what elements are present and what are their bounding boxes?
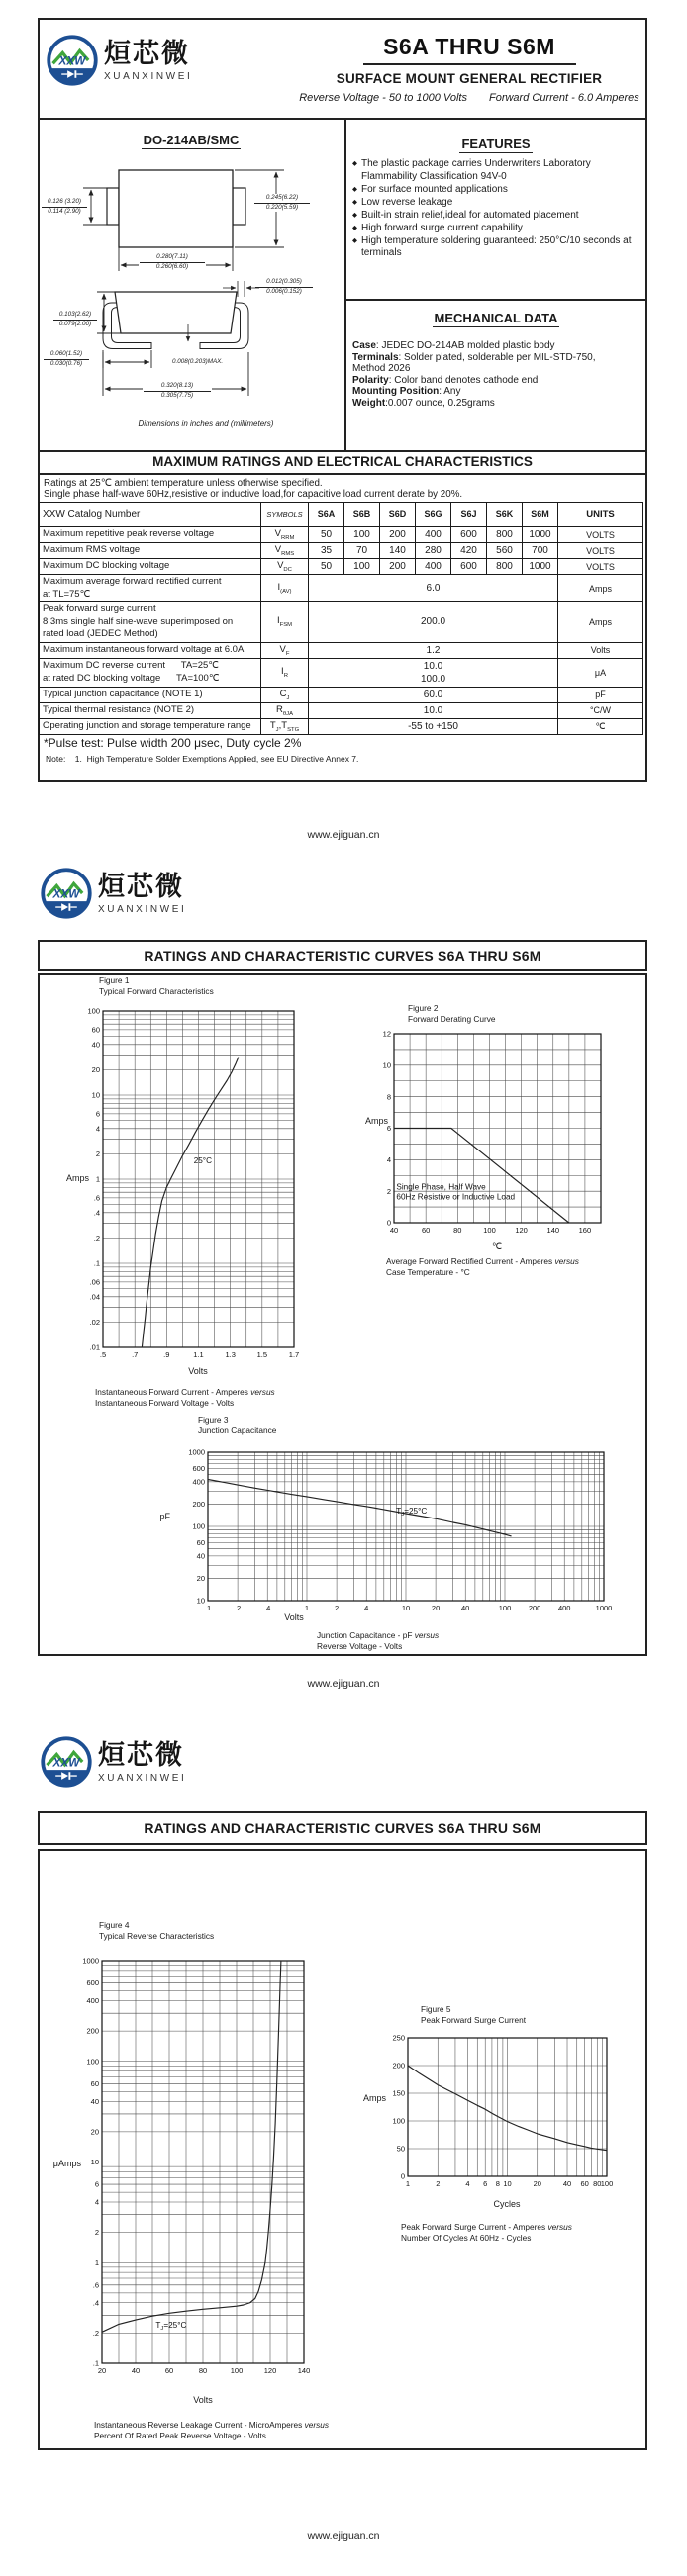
svg-text:600: 600: [192, 1464, 205, 1474]
table-cell: 70: [344, 543, 380, 559]
column-divider: [344, 118, 346, 450]
svg-text:.9: .9: [163, 1350, 170, 1359]
figure4-x-axis-label: Volts: [193, 2395, 213, 2405]
part-number-title: S6A THRU S6M: [383, 34, 555, 59]
svg-text:4: 4: [386, 1154, 391, 1164]
dim-tab-height: 0.126 (3.20) 0.114 (2.90): [42, 198, 87, 216]
svg-text:40: 40: [131, 2366, 141, 2375]
subtitle: SURFACE MOUNT GENERAL RECTIFIER: [336, 71, 603, 86]
table-cell: Amps: [558, 602, 643, 643]
mechanical-line: Weight:0.007 ounce, 0.25grams: [352, 397, 495, 409]
dim-foot-length: 0.060(1.52) 0.030(0.76): [44, 350, 89, 368]
feature-item: ◆ The plastic package carries Underwriters Laboratory Flammability Classification 94V-0: [352, 158, 591, 182]
figure4-caption: Instantaneous Reverse Leakage Current - MicroAmperes versus Percent Of Rated Peak Reverse Voltage - Volts: [94, 2420, 330, 2440]
feature-item: ◆ Built-in strain relief,ideal for automated placement: [352, 209, 579, 221]
table-cell: μA: [558, 658, 643, 687]
column-header: S6J: [451, 503, 487, 527]
company-logo: [46, 34, 192, 87]
svg-text:0: 0: [400, 2171, 405, 2181]
figure2-title: Figure 2 Forward Derating Curve: [408, 1003, 496, 1024]
svg-text:10: 10: [91, 1090, 100, 1100]
column-header: XXW Catalog Number: [40, 503, 261, 527]
company-logo: [40, 1735, 186, 1789]
svg-text:100: 100: [498, 1604, 512, 1612]
table-cell: $C_J$: [261, 687, 309, 702]
svg-text:140: 140: [297, 2366, 311, 2375]
table-cell: $I_R$: [261, 658, 309, 687]
figure3-title: Figure 3 Junction Capacitance: [198, 1415, 277, 1435]
svg-text:250: 250: [392, 2033, 405, 2043]
logo-mark-icon: [46, 34, 99, 87]
table-cell: 6.0: [309, 575, 558, 602]
table-cell: $V_{DC}$: [261, 559, 309, 575]
table-cell: $I_{(AV)}$: [261, 575, 309, 602]
mechanical-line: Polarity: Color band denotes cathode end: [352, 374, 539, 386]
ratings-band-top: [38, 450, 647, 452]
svg-text:40: 40: [196, 1551, 205, 1561]
features-mechanical-divider: [346, 299, 647, 301]
logo-monogram: XXW: [58, 53, 86, 68]
table-cell: VOLTS: [558, 543, 643, 559]
svg-text:80: 80: [198, 2366, 208, 2375]
ratings-condition-1: Ratings at 25℃ ambient temperature unless otherwise specified.: [44, 478, 323, 489]
svg-text:40: 40: [90, 2096, 99, 2106]
figure1-chart: [65, 1003, 303, 1365]
svg-text:.02: .02: [89, 1318, 100, 1327]
svg-text:200: 200: [192, 1500, 205, 1509]
features-list: [352, 158, 639, 260]
table-cell: pF: [558, 687, 643, 702]
svg-text:400: 400: [557, 1604, 571, 1612]
company-name-cn: 烜芯微: [104, 39, 190, 68]
table-cell: Maximum DC reverse current TA=25℃ at rated DC blocking voltage TA=100℃: [40, 658, 261, 687]
logo-mark-icon: [40, 867, 93, 920]
figure4-y-axis-label: μAmps: [52, 2159, 81, 2168]
table-cell: Amps: [558, 575, 643, 602]
figure1-title: Figure 1 Typical Forward Characteristics: [99, 975, 214, 996]
svg-text:60: 60: [91, 1025, 100, 1035]
svg-text:.5: .5: [99, 1350, 107, 1359]
tagline-forward-current: Forward Current - 6.0 Amperes: [488, 92, 639, 104]
svg-text:TJ=25°C: $T_J=25^\circ C$: [155, 2321, 187, 2333]
svg-text:10: 10: [503, 2179, 512, 2188]
figure2-x-axis-label: ℃: [491, 1242, 503, 1251]
figure1-y-axis-label: Amps: [65, 1173, 89, 1183]
svg-text:200: 200: [86, 2026, 99, 2036]
svg-text:4: 4: [95, 1124, 100, 1134]
logo-mark-icon: [40, 1735, 93, 1789]
figure5-x-axis-label: Cycles: [493, 2199, 521, 2209]
table-cell: 800: [487, 559, 523, 575]
table-cell: Maximum average forward rectified current at TL=75℃: [40, 575, 261, 602]
svg-text:8: 8: [495, 2179, 500, 2188]
figure3-y-axis-label: pF: [159, 1512, 170, 1521]
svg-text:6: 6: [94, 2179, 99, 2189]
tagline: [297, 92, 641, 104]
svg-text:.2: .2: [234, 1604, 242, 1612]
mechanical-line: Case: JEDEC DO-214AB molded plastic body: [352, 340, 555, 351]
svg-text:1: 1: [304, 1604, 310, 1612]
table-cell: 420: [451, 543, 487, 559]
table-cell: VOLTS: [558, 559, 643, 575]
feature-item: ◆ Low reverse leakage: [352, 196, 453, 208]
svg-text:2: 2: [386, 1186, 391, 1196]
svg-text:40: 40: [389, 1226, 399, 1235]
svg-text:.4: .4: [93, 1208, 100, 1218]
svg-text:200: 200: [392, 2061, 405, 2070]
table-cell: Maximum instantaneous forward voltage at 6.0A: [40, 642, 261, 658]
dim-side-height: 0.103(2.62) 0.079(2.00): [53, 311, 97, 328]
company-name-en: XUANXINWEI: [104, 71, 193, 82]
company-name-cn: 烜芯微: [98, 872, 184, 901]
header-divider: [38, 118, 647, 120]
company-name-en: XUANXINWEI: [98, 904, 187, 915]
svg-text:1000: 1000: [82, 1956, 99, 1966]
svg-text:100: 100: [600, 2179, 614, 2188]
table-cell: Operating junction and storage temperature range: [40, 718, 261, 734]
tagline-reverse-voltage: Reverse Voltage - 50 to 1000 Volts: [299, 92, 467, 104]
table-row: [40, 602, 643, 643]
figure2-caption: Average Forward Rectified Current - Amperes versus Case Temperature - °C: [386, 1256, 579, 1277]
svg-text:.2: .2: [92, 2329, 99, 2338]
svg-text:40: 40: [562, 2179, 572, 2188]
table-cell: $V_F$: [261, 642, 309, 658]
svg-text:20: 20: [533, 2179, 541, 2188]
table-cell: Peak forward surge current 8.3ms single half sine-wave superimposed on rated load (JEDEC Method): [40, 602, 261, 643]
svg-text:80: 80: [593, 2179, 602, 2188]
ratings-condition-2: Single phase half-wave 60Hz,resistive or inductive load,for capacitive load current derate by 20%.: [44, 489, 463, 500]
svg-text:1: 1: [405, 2179, 411, 2188]
svg-text:25°C: 25°C: [193, 1155, 212, 1165]
logo-monogram: XXW: [52, 1755, 80, 1770]
svg-text:100: 100: [230, 2366, 244, 2375]
table-cell: $V_{RMS}$: [261, 543, 309, 559]
mechanical-line: Method 2026: [352, 363, 411, 375]
svg-text:1000: 1000: [188, 1447, 205, 1457]
table-cell: Typical thermal resistance (NOTE 2): [40, 702, 261, 718]
table-cell: $V_{RRM}$: [261, 527, 309, 543]
ratings-band-bottom: [38, 473, 647, 475]
svg-text:.6: .6: [92, 2280, 99, 2290]
table-cell: 800: [487, 527, 523, 543]
table-cell: Maximum RMS voltage: [40, 543, 261, 559]
svg-text:6: 6: [386, 1124, 391, 1134]
svg-text:100: 100: [86, 2057, 99, 2067]
svg-text:TJ=25°C: $T_J=25^\circ C$: [396, 1506, 428, 1518]
svg-text:.1: .1: [93, 1258, 100, 1268]
table-cell: 35: [309, 543, 344, 559]
svg-text:.6: .6: [93, 1193, 100, 1203]
svg-text:60: 60: [164, 2366, 174, 2375]
title-underline: [363, 63, 576, 65]
figure2-chart: [364, 1026, 612, 1241]
svg-text:12: 12: [382, 1029, 391, 1039]
figure2-y-axis-label: Amps: [364, 1116, 388, 1126]
svg-text:.06: .06: [89, 1277, 100, 1287]
feature-item: ◆ High forward surge current capability: [352, 222, 523, 233]
figure4-chart: [66, 1953, 314, 2382]
table-cell: 200.0: [309, 602, 558, 643]
table-cell: 60.0: [309, 687, 558, 702]
dim-standoff: 0.008(0.203)MAX.: [172, 358, 224, 365]
feature-item: ◆ High temperature soldering guaranteed: 250°C/10 seconds at terminals: [352, 234, 632, 258]
table-cell: VOLTS: [558, 527, 643, 543]
dim-body-width: 0.280(7.11) 0.260(6.60): [139, 253, 206, 271]
table-cell: ℃: [558, 718, 643, 734]
svg-text:.2: .2: [93, 1234, 100, 1242]
column-header: S6K: [487, 503, 523, 527]
svg-text:.04: .04: [89, 1292, 100, 1302]
table-cell: 200: [380, 527, 416, 543]
svg-text:.1: .1: [92, 2358, 99, 2368]
feature-item: ◆ For surface mounted applications: [352, 183, 508, 195]
table-cell: 400: [416, 527, 451, 543]
table-cell: 700: [523, 543, 558, 559]
logo-monogram: XXW: [52, 886, 80, 901]
svg-text:20: 20: [91, 1065, 100, 1074]
figure5-y-axis-label: Amps: [362, 2093, 386, 2103]
svg-text:60: 60: [422, 1226, 431, 1235]
figure4-title: Figure 4 Typical Reverse Characteristics: [99, 1920, 215, 1941]
table-row: [40, 718, 643, 734]
column-header: SYMBOLS: [261, 503, 309, 527]
svg-text:10: 10: [382, 1060, 391, 1070]
table-row: [40, 642, 643, 658]
svg-text:400: 400: [192, 1477, 205, 1487]
svg-text:6: 6: [483, 2179, 488, 2188]
footer-url: www.ejiguan.cn: [307, 2530, 380, 2542]
svg-text:.4: .4: [92, 2298, 99, 2308]
svg-text:100: 100: [392, 2116, 405, 2126]
pulse-test-note: *Pulse test: Pulse width 200 μsec, Duty cycle 2%: [44, 736, 302, 750]
svg-text:4: 4: [364, 1604, 369, 1612]
svg-text:120: 120: [263, 2366, 277, 2375]
table-cell: $R_{\theta JA}$: [261, 702, 309, 718]
table-cell: 600: [451, 559, 487, 575]
table-cell: Maximum DC blocking voltage: [40, 559, 261, 575]
page2-section-header: RATINGS AND CHARACTERISTIC CURVES S6A THRU S6M: [38, 940, 647, 971]
svg-text:120: 120: [515, 1226, 528, 1235]
table-cell: 100: [344, 527, 380, 543]
svg-text:1.1: 1.1: [193, 1350, 204, 1359]
table-cell: 140: [380, 543, 416, 559]
table-cell: $I_{FSM}$: [261, 602, 309, 643]
svg-text:4: 4: [94, 2197, 99, 2207]
footer-url: www.ejiguan.cn: [307, 829, 380, 841]
svg-text:.4: .4: [264, 1604, 271, 1612]
svg-text:60: 60: [196, 1538, 205, 1548]
table-row: [40, 658, 643, 687]
features-title: FEATURES: [461, 137, 531, 151]
svg-text:80: 80: [453, 1226, 462, 1235]
package-name: DO-214AB/SMC: [143, 133, 240, 147]
table-row: [40, 702, 643, 718]
figure3-caption: Junction Capacitance - pF versus Reverse Voltage - Volts: [317, 1630, 440, 1651]
table-cell: 1000: [523, 527, 558, 543]
svg-text:8: 8: [386, 1092, 391, 1102]
svg-text:10: 10: [90, 2158, 99, 2167]
company-logo: [40, 867, 186, 920]
title-block: [297, 34, 641, 104]
svg-text:20: 20: [196, 1574, 205, 1583]
svg-text:600: 600: [86, 1978, 99, 1988]
column-header: S6M: [523, 503, 558, 527]
table-cell: -55 to +150: [309, 718, 558, 734]
table-cell: 100: [344, 559, 380, 575]
table-cell: 400: [416, 559, 451, 575]
figure3-chart: [174, 1444, 616, 1619]
company-name-en: XUANXINWEI: [98, 1773, 187, 1784]
mechanical-data: [352, 340, 641, 410]
table-row: [40, 687, 643, 702]
table-row: [40, 575, 643, 602]
table-row: [40, 527, 643, 543]
footnote: Note: 1. High Temperature Solder Exemptions Applied, see EU Directive Annex 7.: [46, 754, 359, 764]
svg-text:200: 200: [528, 1604, 541, 1612]
dim-lead-thickness: 0.012(0.305) 0.006(0.152): [255, 278, 313, 296]
svg-text:40: 40: [461, 1604, 470, 1612]
svg-text:.1: .1: [204, 1604, 212, 1612]
table-cell: 50: [309, 559, 344, 575]
table-cell: 1.2: [309, 642, 558, 658]
svg-text:20: 20: [90, 2127, 99, 2137]
svg-text:20: 20: [97, 2366, 107, 2375]
figure5-title: Figure 5 Peak Forward Surge Current: [421, 2004, 527, 2025]
svg-text:140: 140: [546, 1226, 560, 1235]
svg-text:100: 100: [192, 1521, 205, 1531]
column-header: S6B: [344, 503, 380, 527]
figure5-caption: Peak Forward Surge Current - Amperes versus Number Of Cycles At 60Hz - Cycles: [401, 2222, 572, 2243]
svg-text:40: 40: [91, 1040, 100, 1050]
svg-text:1: 1: [94, 2257, 99, 2267]
ratings-title: MAXIMUM RATINGS AND ELECTRICAL CHARACTERISTICS: [152, 454, 533, 469]
svg-text:20: 20: [431, 1604, 441, 1612]
svg-text:1: 1: [95, 1174, 100, 1184]
svg-text:100: 100: [87, 1006, 100, 1016]
mechanical-line: Mounting Position: Any: [352, 386, 461, 398]
mechanical-title: MECHANICAL DATA: [434, 311, 558, 325]
column-header: S6A: [309, 503, 344, 527]
table-header-row: [40, 503, 643, 527]
column-header: UNITS: [558, 503, 643, 527]
figure5-chart: [376, 2030, 620, 2195]
table-cell: Typical junction capacitance (NOTE 1): [40, 687, 261, 702]
figure1-x-axis-label: Volts: [188, 1366, 208, 1376]
company-name-cn: 烜芯微: [98, 1740, 184, 1770]
svg-text:10: 10: [196, 1596, 205, 1606]
svg-text:Single Phase, Half Wave: Single Phase, Half Wave: [396, 1182, 486, 1192]
svg-text:1.3: 1.3: [225, 1350, 236, 1359]
svg-text:1000: 1000: [595, 1604, 613, 1612]
ratings-table: [39, 502, 643, 735]
svg-text:10: 10: [401, 1604, 411, 1612]
svg-text:60: 60: [90, 2078, 99, 2088]
svg-text:2: 2: [436, 2179, 441, 2188]
page3-section-header: RATINGS AND CHARACTERISTIC CURVES S6A THRU S6M: [38, 1811, 647, 1845]
column-header: S6D: [380, 503, 416, 527]
svg-text:2: 2: [94, 2228, 99, 2238]
table-cell: 560: [487, 543, 523, 559]
svg-text:4: 4: [465, 2179, 470, 2188]
table-row: [40, 559, 643, 575]
svg-text:50: 50: [396, 2144, 405, 2154]
column-header: S6G: [416, 503, 451, 527]
dim-body-height: 0.245(6.22) 0.220(5.59): [253, 194, 311, 212]
footer-url: www.ejiguan.cn: [307, 1678, 380, 1690]
svg-text:160: 160: [578, 1226, 592, 1235]
svg-text:0: 0: [386, 1218, 391, 1228]
table-cell: $T_J,T_{STG}$: [261, 718, 309, 734]
svg-text:400: 400: [86, 1996, 99, 2006]
svg-text:150: 150: [392, 2088, 405, 2098]
svg-text:60Hz Resistive or Inductive Lo: 60Hz Resistive or Inductive Load: [396, 1192, 516, 1202]
svg-text:100: 100: [483, 1226, 496, 1235]
table-cell: 280: [416, 543, 451, 559]
table-cell: 200: [380, 559, 416, 575]
svg-text:.7: .7: [132, 1350, 139, 1359]
svg-text:1.5: 1.5: [256, 1350, 268, 1359]
mechanical-line: Terminals: Solder plated, solderable per MIL-STD-750,: [352, 351, 596, 363]
table-cell: Volts: [558, 642, 643, 658]
svg-text:1.7: 1.7: [288, 1350, 300, 1359]
table-cell: 50: [309, 527, 344, 543]
dim-overall-width: 0.320(8.13) 0.305(7.75): [143, 382, 212, 400]
table-row: [40, 543, 643, 559]
table-cell: °C/W: [558, 702, 643, 718]
figure1-caption: Instantaneous Forward Current - Amperes versus Instantaneous Forward Voltage - Volts: [95, 1387, 275, 1408]
package-caption: Dimensions in inches and (millimeters): [138, 419, 274, 428]
table-cell: 1000: [523, 559, 558, 575]
svg-text:2: 2: [95, 1150, 100, 1158]
figure3-x-axis-label: Volts: [284, 1612, 304, 1622]
svg-text:60: 60: [580, 2179, 589, 2188]
table-cell: 10.0: [309, 702, 558, 718]
table-cell: 10.0 100.0: [309, 658, 558, 687]
svg-text:6: 6: [95, 1109, 100, 1119]
svg-text:2: 2: [335, 1604, 340, 1612]
svg-text:.01: .01: [89, 1342, 100, 1352]
table-cell: 600: [451, 527, 487, 543]
table-cell: Maximum repetitive peak reverse voltage: [40, 527, 261, 543]
